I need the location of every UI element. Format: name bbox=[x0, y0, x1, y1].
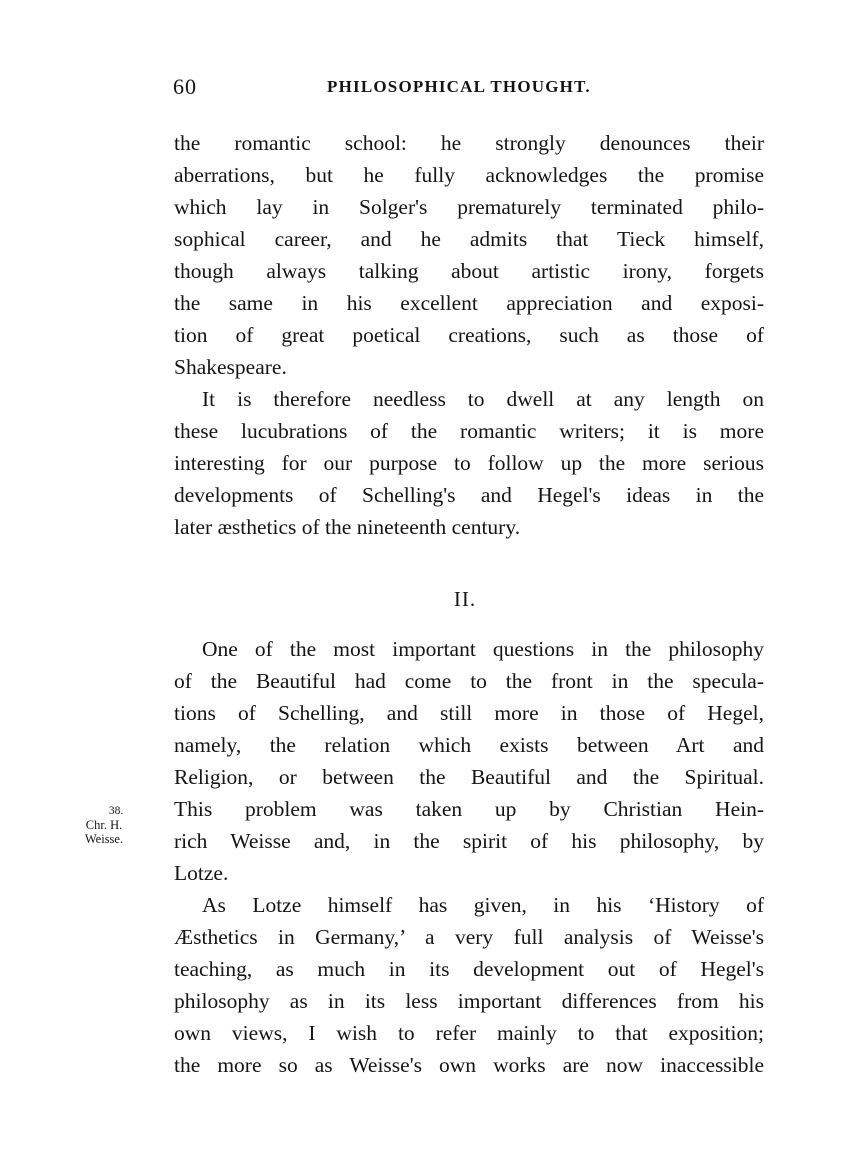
margin-note-line: Chr. H. bbox=[85, 818, 123, 832]
running-title: PHILOSOPHICAL THOUGHT. bbox=[327, 77, 591, 96]
text-line: namely, the relation which exists between Art and bbox=[174, 733, 764, 757]
text-line: tions of Schelling, and still more in those of Hegel, bbox=[174, 701, 764, 725]
text-line: own views, I wish to refer mainly to that exposition; bbox=[174, 1021, 764, 1045]
text-line: these lucubrations of the romantic writers; it is more bbox=[174, 419, 764, 443]
text-line: Religion, or between the Beautiful and the Spiritual. bbox=[174, 765, 764, 789]
text-line: later æsthetics of the nineteenth century. bbox=[174, 515, 521, 539]
text-line: though always talking about artistic irony, forgets bbox=[174, 259, 764, 283]
text-line: Lotze. bbox=[174, 861, 229, 885]
text-line: philosophy as in its less important differences from his bbox=[174, 989, 764, 1013]
text-line: of the Beautiful had come to the front in the specula- bbox=[174, 669, 764, 693]
page-number: 60 bbox=[173, 74, 197, 99]
text-line: sophical career, and he admits that Tieck himself, bbox=[174, 227, 764, 251]
text-line: aberrations, but he fully acknowledges the promise bbox=[174, 163, 764, 187]
margin-note-line: Weisse. bbox=[84, 832, 124, 846]
text-line: the romantic school: he strongly denounces their bbox=[174, 131, 764, 155]
text-line: developments of Schelling's and Hegel's ideas in the bbox=[174, 483, 764, 507]
text-line: Æsthetics in Germany,’ a very full analysis of Weisse's bbox=[174, 925, 764, 949]
text-line: One of the most important questions in the philosophy bbox=[202, 637, 764, 661]
text-line: This problem was taken up by Christian Hein- bbox=[174, 797, 764, 821]
text-line: tion of great poetical creations, such as those of bbox=[174, 323, 764, 347]
margin-note-number: 38. bbox=[108, 805, 124, 817]
text-line: which lay in Solger's prematurely terminated philo- bbox=[174, 195, 764, 219]
text-line: the more so as Weisse's own works are now inaccessible bbox=[174, 1053, 764, 1077]
section-heading: II. bbox=[453, 587, 477, 611]
text-line: Shakespeare. bbox=[174, 355, 287, 379]
text-line: It is therefore needless to dwell at any length on bbox=[202, 387, 764, 411]
text-line: As Lotze himself has given, in his ‘History of bbox=[202, 893, 764, 917]
margin-note-name bbox=[72, 818, 136, 846]
text-line: teaching, as much in its development out of Hegel's bbox=[174, 957, 764, 981]
text-line: the same in his excellent appreciation and exposi- bbox=[174, 291, 764, 315]
text-line: rich Weisse and, in the spirit of his philosophy, by bbox=[174, 829, 764, 853]
text-line: interesting for our purpose to follow up the more serious bbox=[174, 451, 764, 475]
